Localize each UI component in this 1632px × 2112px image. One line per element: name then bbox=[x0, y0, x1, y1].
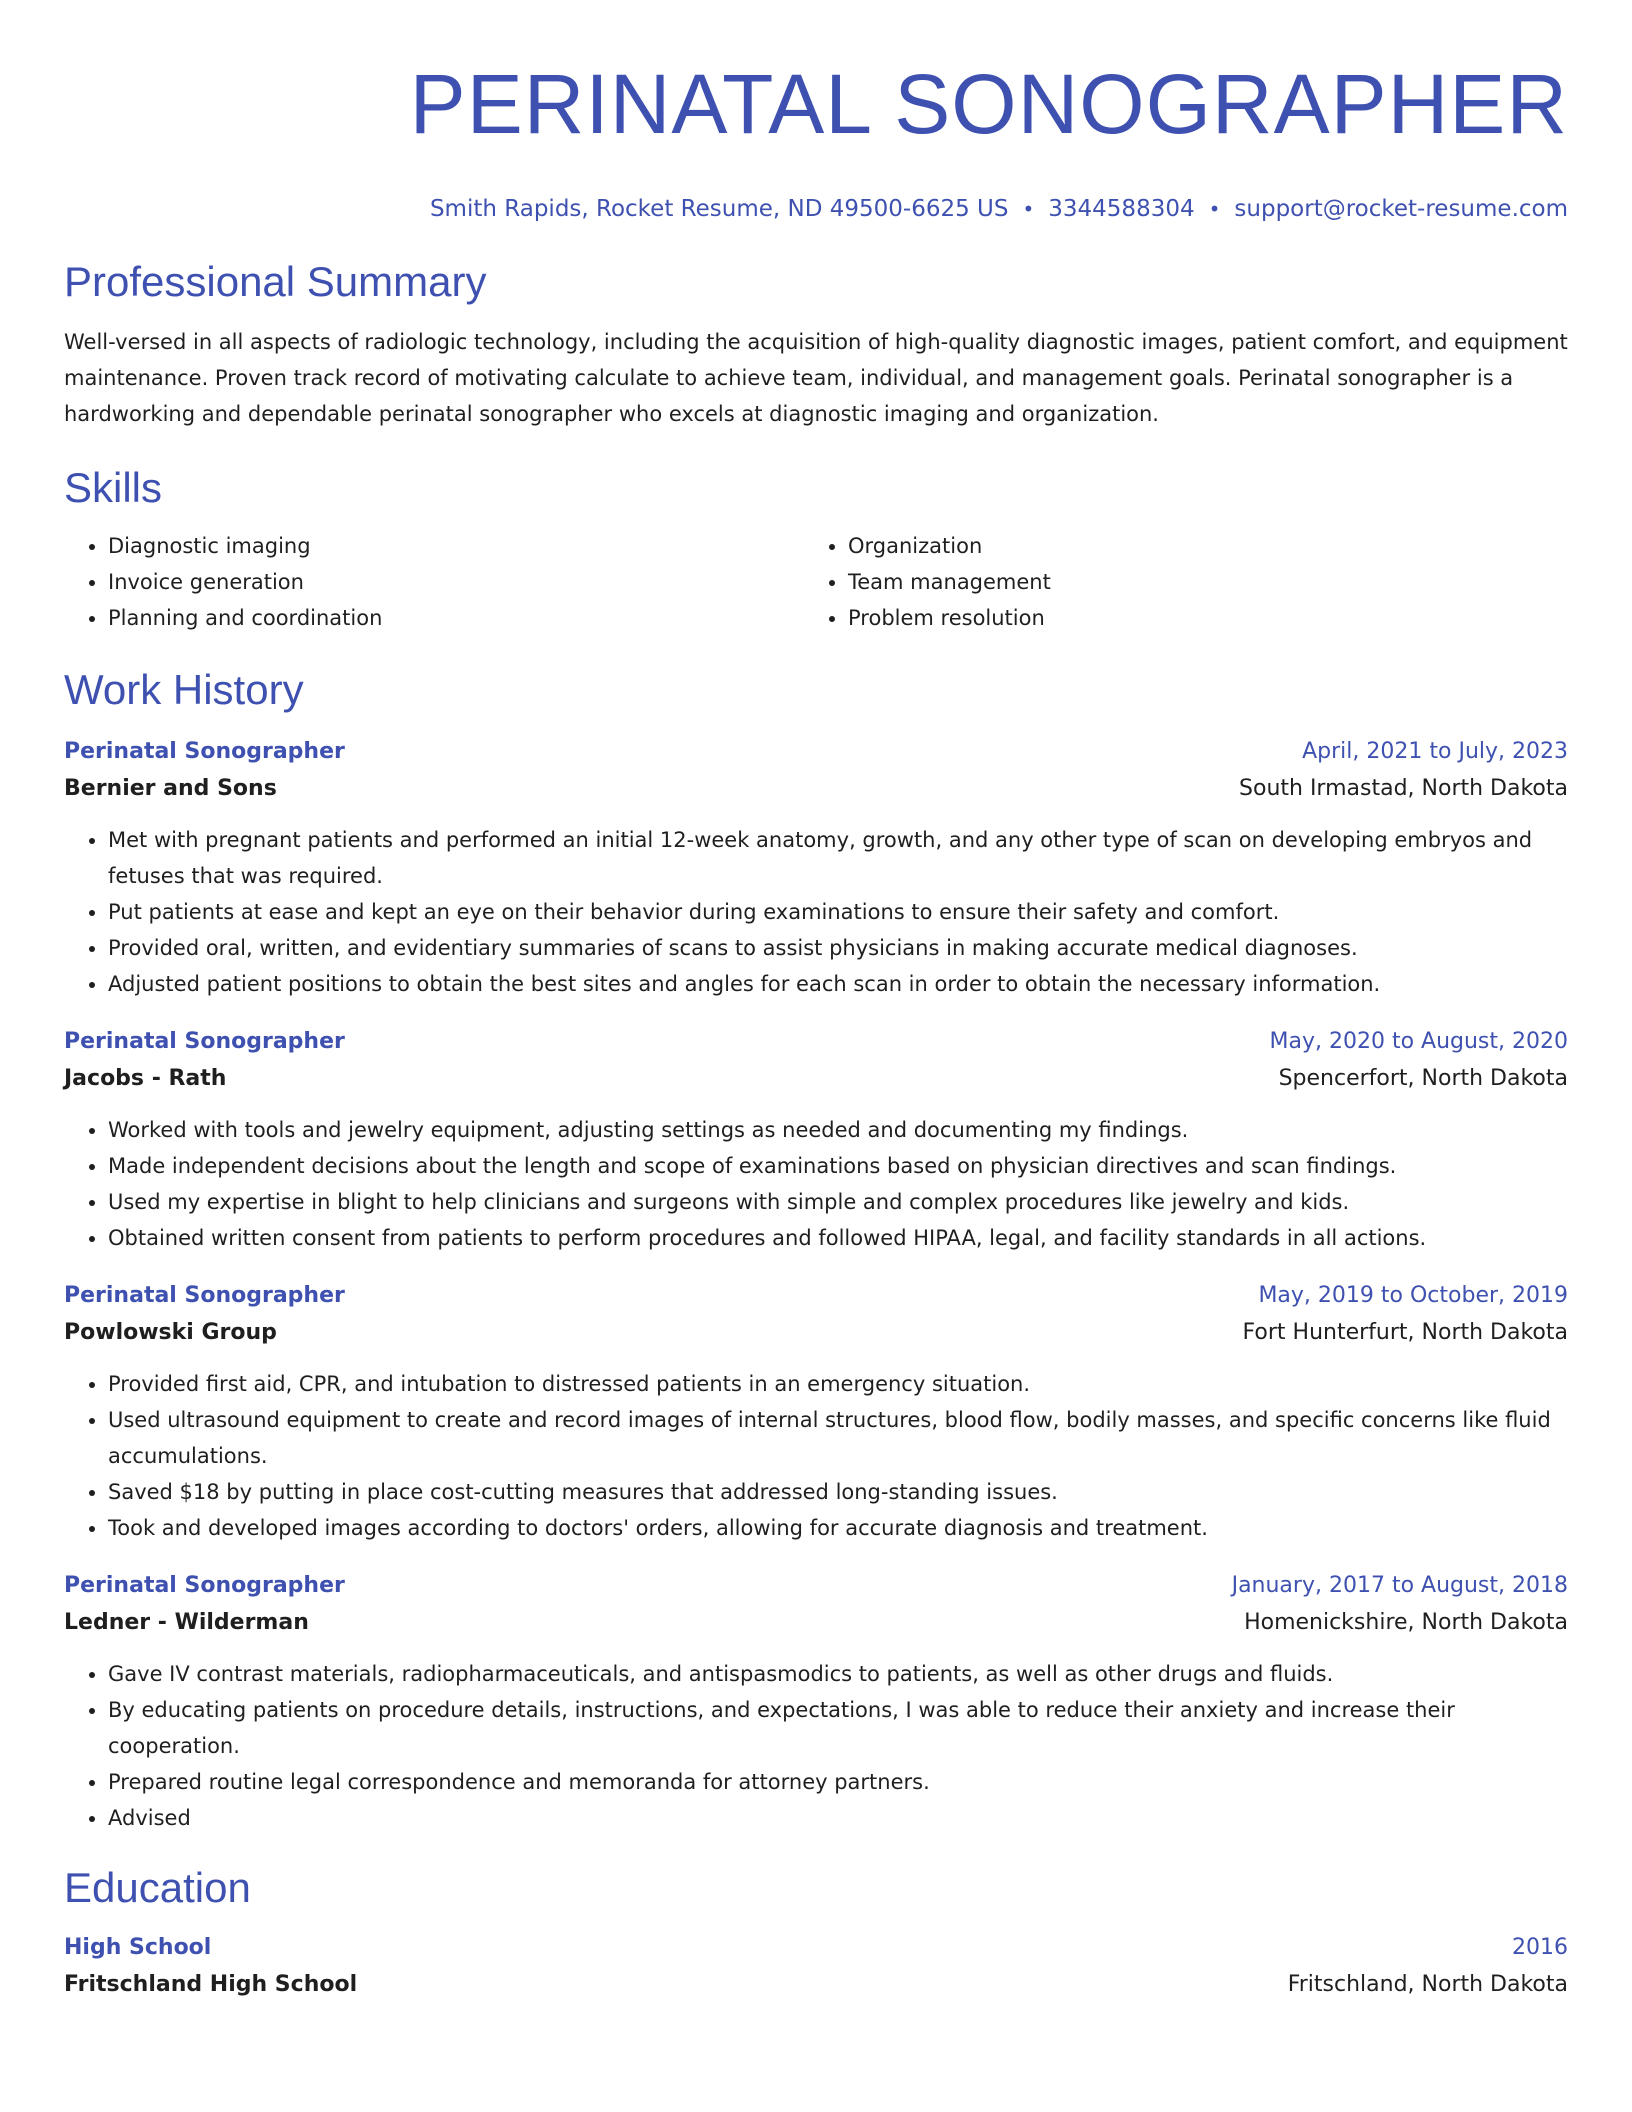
job-bullet: • Took and developed images according to doctors' orders, allowing for accurate diagnosis and treatment. bbox=[108, 1510, 1568, 1546]
skill-item: • Organization bbox=[848, 528, 1568, 564]
job-bullet: • Worked with tools and jewelry equipment, adjusting settings as needed and documenting my findings. bbox=[108, 1112, 1568, 1148]
contact-line bbox=[64, 194, 1568, 224]
job-bullet: • Used my expertise in blight to help clinicians and surgeons with simple and complex procedures like jewelry and kids. bbox=[108, 1184, 1568, 1220]
job-bullet: • Saved $18 by putting in place cost-cutting measures that addressed long-standing issues. bbox=[108, 1474, 1568, 1510]
job-location: Spencerfort, North Dakota bbox=[1278, 1066, 1568, 1091]
skill-item: • Planning and coordination bbox=[108, 600, 804, 636]
job-company: Ledner - Wilderman bbox=[64, 1610, 309, 1635]
job-bullets bbox=[64, 1656, 1568, 1836]
job-title: Perinatal Sonographer bbox=[64, 739, 345, 764]
contact-email: support@rocket-resume.com bbox=[1234, 196, 1568, 222]
job-bullet: • Made independent decisions about the length and scope of examinations based on physician directives and scan findings. bbox=[108, 1148, 1568, 1184]
job-bullet: • Gave IV contrast materials, radiopharmaceuticals, and antispasmodics to patients, as well as other drugs and fluids. bbox=[108, 1656, 1568, 1692]
job-bullets bbox=[64, 1366, 1568, 1546]
job-bullet: • Provided first aid, CPR, and intubation to distressed patients in an emergency situation. bbox=[108, 1366, 1568, 1402]
job-bullet: • Advised bbox=[108, 1800, 1568, 1836]
contact-phone: 3344588304 bbox=[1048, 196, 1195, 222]
job-company: Jacobs - Rath bbox=[64, 1066, 227, 1091]
job-bullet: • Prepared routine legal correspondence and memoranda for attorney partners. bbox=[108, 1764, 1568, 1800]
education-year: 2016 bbox=[1512, 1935, 1568, 1960]
job-bullet: • Obtained written consent from patients to perform procedures and followed HIPAA, legal, and facility standards in all actions. bbox=[108, 1220, 1568, 1256]
job-dates: May, 2019 to October, 2019 bbox=[1258, 1283, 1568, 1308]
skill-item: • Diagnostic imaging bbox=[108, 528, 804, 564]
job-bullets bbox=[64, 822, 1568, 1002]
job-bullet: • By educating patients on procedure details, instructions, and expectations, I was able to reduce their anxiety and increase their cooperation. bbox=[108, 1692, 1568, 1764]
job-company: Bernier and Sons bbox=[64, 776, 277, 801]
skill-item: • Team management bbox=[848, 564, 1568, 600]
job-title: Perinatal Sonographer bbox=[64, 1283, 345, 1308]
job-bullet: • Provided oral, written, and evidentiary summaries of scans to assist physicians in making accurate medical diagnoses. bbox=[108, 930, 1568, 966]
job-title: Perinatal Sonographer bbox=[64, 1573, 345, 1598]
job-company: Powlowski Group bbox=[64, 1320, 277, 1345]
summary-text: Well-versed in all aspects of radiologic technology, including the acquisition of high-quality diagnostic images, patient comfort, and equipment maintenance. Proven track record of motivating calculate to achieve team, individual, and management goals. Perinatal sonographer is a hardworking and dependable perinatal sonographer who excels at diagnostic imaging and organization. bbox=[64, 330, 1568, 426]
education-degree: High School bbox=[64, 1935, 212, 1960]
contact-separator: • bbox=[1208, 197, 1221, 221]
resume-header bbox=[64, 54, 1568, 224]
education-heading: Education bbox=[64, 1864, 251, 1911]
work-history-list bbox=[64, 734, 1568, 1836]
skills-column-left bbox=[64, 528, 804, 636]
skill-item: • Problem resolution bbox=[848, 600, 1568, 636]
education-entry bbox=[64, 1930, 1568, 2004]
job-bullet: • Used ultrasound equipment to create and record images of internal structures, blood flow, bodily masses, and specific concerns like fluid accumulations. bbox=[108, 1402, 1568, 1474]
job-location: Fort Hunterfurt, North Dakota bbox=[1242, 1320, 1568, 1345]
education-school: Fritschland High School bbox=[64, 1972, 358, 1997]
job-entry bbox=[64, 734, 1568, 1002]
job-entry bbox=[64, 1278, 1568, 1546]
job-bullets bbox=[64, 1112, 1568, 1256]
job-dates: May, 2020 to August, 2020 bbox=[1269, 1029, 1568, 1054]
job-bullet: • Adjusted patient positions to obtain the best sites and angles for each scan in order to obtain the necessary information. bbox=[108, 966, 1568, 1002]
contact-separator: • bbox=[1022, 197, 1035, 221]
job-location: Homenickshire, North Dakota bbox=[1244, 1610, 1568, 1635]
job-dates: January, 2017 to August, 2018 bbox=[1231, 1573, 1568, 1598]
job-bullet: • Met with pregnant patients and performed an initial 12-week anatomy, growth, and any other type of scan on developing embryos and fetuses that was required. bbox=[108, 822, 1568, 894]
skill-item: • Invoice generation bbox=[108, 564, 804, 600]
job-entry bbox=[64, 1024, 1568, 1256]
skills-column-right bbox=[804, 528, 1568, 636]
education-location: Fritschland, North Dakota bbox=[1287, 1972, 1568, 1997]
candidate-name: PERINATAL SONOGRAPHER bbox=[409, 57, 1568, 151]
job-dates: April, 2021 to July, 2023 bbox=[1302, 739, 1568, 764]
skills-list bbox=[64, 528, 1568, 636]
job-location: South Irmastad, North Dakota bbox=[1239, 776, 1568, 801]
skills-heading: Skills bbox=[64, 464, 163, 511]
work-history-heading: Work History bbox=[64, 666, 304, 713]
job-entry bbox=[64, 1568, 1568, 1836]
summary-heading: Professional Summary bbox=[64, 258, 487, 305]
contact-address: Smith Rapids, Rocket Resume, ND 49500-6625 US bbox=[429, 196, 1009, 222]
job-bullet: • Put patients at ease and kept an eye on their behavior during examinations to ensure their safety and comfort. bbox=[108, 894, 1568, 930]
job-title: Perinatal Sonographer bbox=[64, 1029, 345, 1054]
